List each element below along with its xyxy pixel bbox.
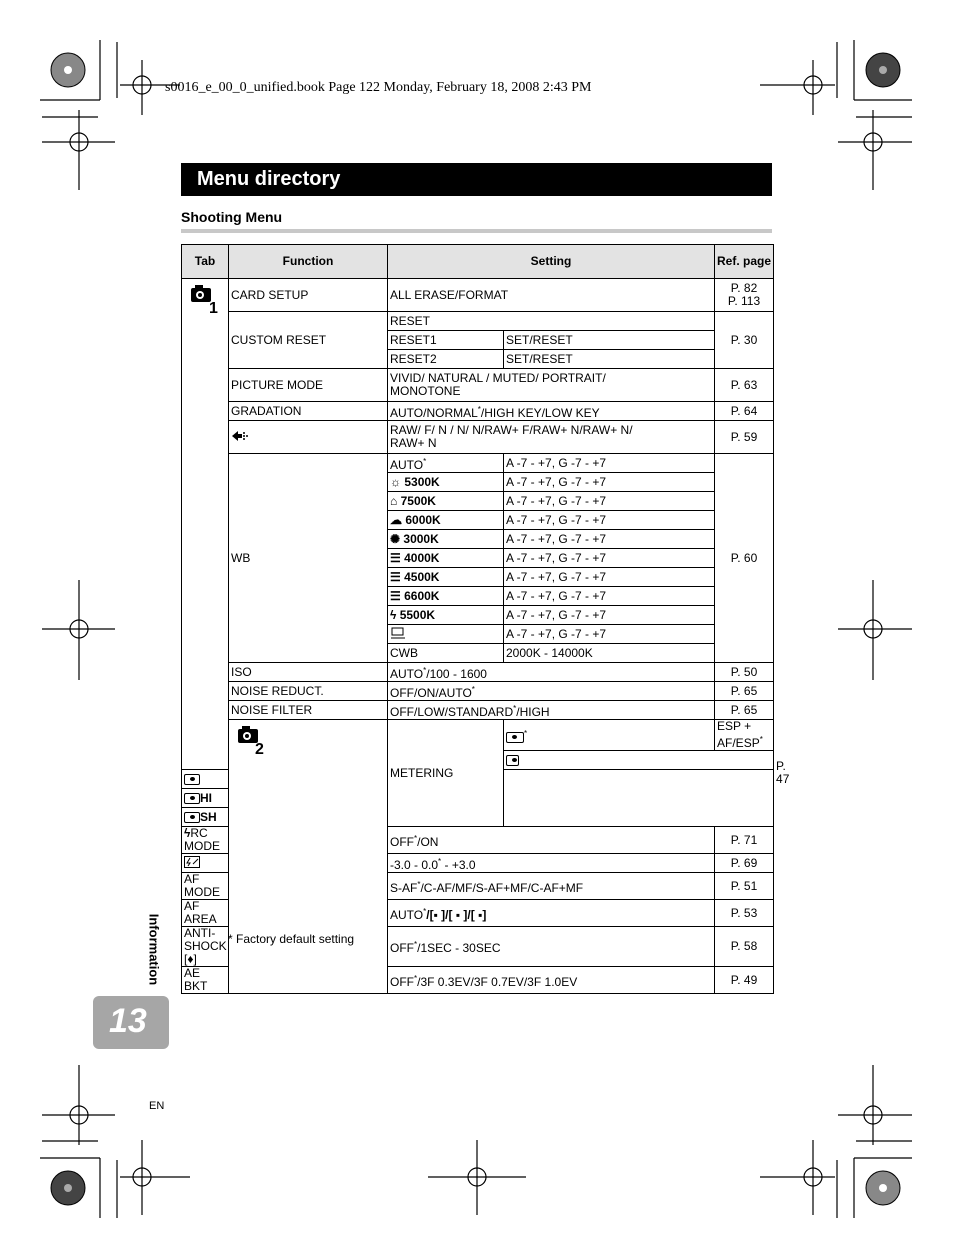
- wb-7500-range: A -7 - +7, G -7 - +7: [504, 492, 715, 511]
- one-touch-wb-icon: [390, 627, 406, 639]
- wb-auto-range: A -7 - +7, G -7 - +7: [504, 454, 715, 473]
- page-title-bar: [181, 163, 772, 196]
- fn-flash-comp: [182, 854, 229, 873]
- wb-auto: AUTO*: [388, 454, 504, 473]
- set-reset2-value: SET/RESET: [504, 350, 715, 369]
- wb-3000-range: A -7 - +7, G -7 - +7: [504, 530, 715, 549]
- sunny-icon: ☼: [390, 474, 401, 489]
- table-row: [182, 701, 774, 720]
- fn-picture-mode: PICTURE MODE: [229, 369, 388, 402]
- language-code: EN: [149, 1100, 165, 1112]
- wb-3000: ✺ 3000K: [388, 530, 504, 549]
- table-row: [182, 369, 774, 402]
- ref-rc-mode: P. 71: [715, 827, 774, 854]
- ref-quality: P. 59: [715, 421, 774, 454]
- meter-esp-value: ESP + AF/ESP*: [715, 720, 774, 751]
- fn-af-area: AF AREA: [182, 900, 229, 927]
- set-iso: AUTO*/100 - 1600: [388, 663, 715, 682]
- set-gradation: AUTO/NORMAL*/HIGH KEY/LOW KEY: [388, 402, 715, 421]
- section-rule: [181, 229, 772, 233]
- set-af-area: AUTO*/[▪ ]/[ ▪ ]/[ ▪]: [388, 900, 715, 927]
- center-weighted-icon: [506, 755, 519, 766]
- set-reset: RESET: [388, 312, 715, 331]
- fn-quality: [229, 421, 388, 454]
- fn-ae-bkt: AE BKT: [182, 967, 229, 994]
- set-af-mode: S-AF*/C-AF/MF/S-AF+MF/C-AF+MF: [388, 873, 715, 900]
- wb-7500: ⌂ 7500K: [388, 492, 504, 511]
- set-flash-comp: -3.0 - 0.0* - +3.0: [388, 854, 715, 873]
- fn-card-setup: CARD SETUP: [229, 279, 388, 312]
- ref-anti-shock: P. 58: [715, 927, 774, 967]
- cloudy-icon: ☁: [390, 512, 402, 527]
- table-row: [182, 663, 774, 682]
- wb-5500: ϟ 5500K: [388, 606, 504, 625]
- set-ae-bkt: OFF*/3F 0.3EV/3F 0.7EV/3F 1.0EV: [388, 967, 715, 994]
- set-reset1-value: SET/RESET: [504, 331, 715, 350]
- shade-icon: ⌂: [390, 493, 398, 508]
- spot-hi-icon: [184, 793, 200, 804]
- ref-custom-reset: P. 30: [715, 312, 774, 369]
- ref-noise-filter: P. 65: [715, 701, 774, 720]
- meter-spot: [182, 770, 388, 789]
- fn-iso: ISO: [229, 663, 388, 682]
- wb-5500-range: A -7 - +7, G -7 - +7: [504, 606, 715, 625]
- wb-cwb-range: 2000K - 14000K: [504, 644, 715, 663]
- wb-one-touch: [388, 625, 504, 644]
- ref-gradation: P. 64: [715, 402, 774, 421]
- wb-cwb: CWB: [388, 644, 504, 663]
- svg-text:2: 2: [255, 741, 264, 754]
- spot-sh-icon: [184, 812, 200, 823]
- fluorescent-1-icon: ☰: [390, 550, 401, 565]
- svg-text:1: 1: [209, 300, 218, 313]
- col-tab: Tab: [182, 245, 229, 279]
- wb-5300: ☼ 5300K: [388, 473, 504, 492]
- af-area-icons: /[▪ ]/[ ▪ ]/[ ▪]: [426, 907, 487, 922]
- fn-custom-reset: CUSTOM RESET: [229, 312, 388, 369]
- fn-noise-filter: NOISE FILTER: [229, 701, 388, 720]
- camera-1-icon: [182, 279, 222, 313]
- col-ref: Ref. page: [715, 245, 774, 279]
- table-row: [182, 402, 774, 421]
- side-section-text: Information: [146, 913, 162, 986]
- esp-metering-icon: [506, 732, 524, 743]
- fn-wb: WB: [229, 454, 388, 663]
- footnote: * Factory default setting: [228, 932, 355, 946]
- set-noise-reduct: OFF/ON/AUTO*: [388, 682, 715, 701]
- fn-metering: METERING: [388, 720, 504, 827]
- set-quality: RAW/ F/ N / N/ N/RAW+ F/RAW+ N/RAW+ N/ RAW+ N: [388, 421, 715, 454]
- ref-iso: P. 50: [715, 663, 774, 682]
- wb-6600-range: A -7 - +7, G -7 - +7: [504, 587, 715, 606]
- page-title: Menu directory: [197, 168, 341, 190]
- ref-wb: P. 60: [715, 454, 774, 663]
- col-setting: Setting: [388, 245, 715, 279]
- fluorescent-3-icon: ☰: [390, 588, 401, 603]
- meter-center: [504, 751, 774, 770]
- fluorescent-2-icon: ☰: [390, 569, 401, 584]
- wb-5300-range: A -7 - +7, G -7 - +7: [504, 473, 715, 492]
- tab-camera-1: [182, 279, 229, 770]
- table-row: [182, 421, 774, 454]
- fn-gradation: GRADATION: [229, 402, 388, 421]
- fn-rc-mode: ϟRC MODE: [182, 827, 229, 854]
- wb-6000: ☁ 6000K: [388, 511, 504, 530]
- chapter-number: 13: [109, 1002, 147, 1040]
- ref-ae-bkt: P. 49: [715, 967, 774, 994]
- set-card-setup: ALL ERASE/FORMAT: [388, 279, 715, 312]
- table-row: [182, 279, 774, 312]
- set-picture-mode: VIVID/ NATURAL / MUTED/ PORTRAIT/ MONOTONE: [388, 369, 715, 402]
- table-row: 2 METERING * ESP + AF/ESP* P. 47: [182, 720, 774, 751]
- table-row: [182, 682, 774, 701]
- wb-4500-range: A -7 - +7, G -7 - +7: [504, 568, 715, 587]
- chapter-tab: [93, 996, 169, 1049]
- wb-one-touch-range: A -7 - +7, G -7 - +7: [504, 625, 715, 644]
- meter-esp: *: [504, 720, 715, 751]
- side-section-label: [148, 910, 164, 990]
- ref-card-setup: P. 82 P. 113: [715, 279, 774, 312]
- set-reset1: RESET1: [388, 331, 504, 350]
- wb-6600: ☰ 6600K: [388, 587, 504, 606]
- fn-noise-reduct: NOISE REDUCT.: [229, 682, 388, 701]
- spot-metering-icon: [184, 774, 200, 785]
- set-rc-mode: OFF*/ON: [388, 827, 715, 854]
- tungsten-icon: ✺: [390, 531, 401, 546]
- ref-flash-comp: P. 69: [715, 854, 774, 873]
- table-row: [182, 312, 774, 331]
- col-function: Function: [229, 245, 388, 279]
- wb-flash-icon: ϟ: [390, 607, 397, 622]
- camera-2-icon: [229, 720, 269, 754]
- meter-spot-hi: HI: [182, 789, 388, 808]
- ref-picture-mode: P. 63: [715, 369, 774, 402]
- tab-camera-2: [229, 720, 388, 994]
- flash-compensation-icon: [184, 856, 200, 868]
- set-noise-filter: OFF/LOW/STANDARD*/HIGH: [388, 701, 715, 720]
- set-anti-shock: OFF*/1SEC - 30SEC: [388, 927, 715, 967]
- section-subtitle: Shooting Menu: [181, 209, 283, 225]
- table-header-row: [182, 245, 774, 279]
- flash-icon: ϟ: [184, 826, 191, 840]
- table-row: [182, 454, 774, 473]
- set-reset2: RESET2: [388, 350, 504, 369]
- ref-noise-reduct: P. 65: [715, 682, 774, 701]
- fn-anti-shock: ANTI-SHOCK [♦]: [182, 927, 229, 967]
- ref-af-mode: P. 51: [715, 873, 774, 900]
- wb-6000-range: A -7 - +7, G -7 - +7: [504, 511, 715, 530]
- fn-af-mode: AF MODE: [182, 873, 229, 900]
- meter-spot-sh: SH: [182, 808, 388, 827]
- menu-table: [181, 244, 790, 994]
- wb-4000-range: A -7 - +7, G -7 - +7: [504, 549, 715, 568]
- ref-af-area: P. 53: [715, 900, 774, 927]
- print-header: s0016_e_00_0_unified.book Page 122 Monday, February 18, 2008 2:43 PM: [165, 80, 592, 95]
- image-quality-icon: [231, 430, 249, 442]
- wb-4500: ☰ 4500K: [388, 568, 504, 587]
- wb-4000: ☰ 4000K: [388, 549, 504, 568]
